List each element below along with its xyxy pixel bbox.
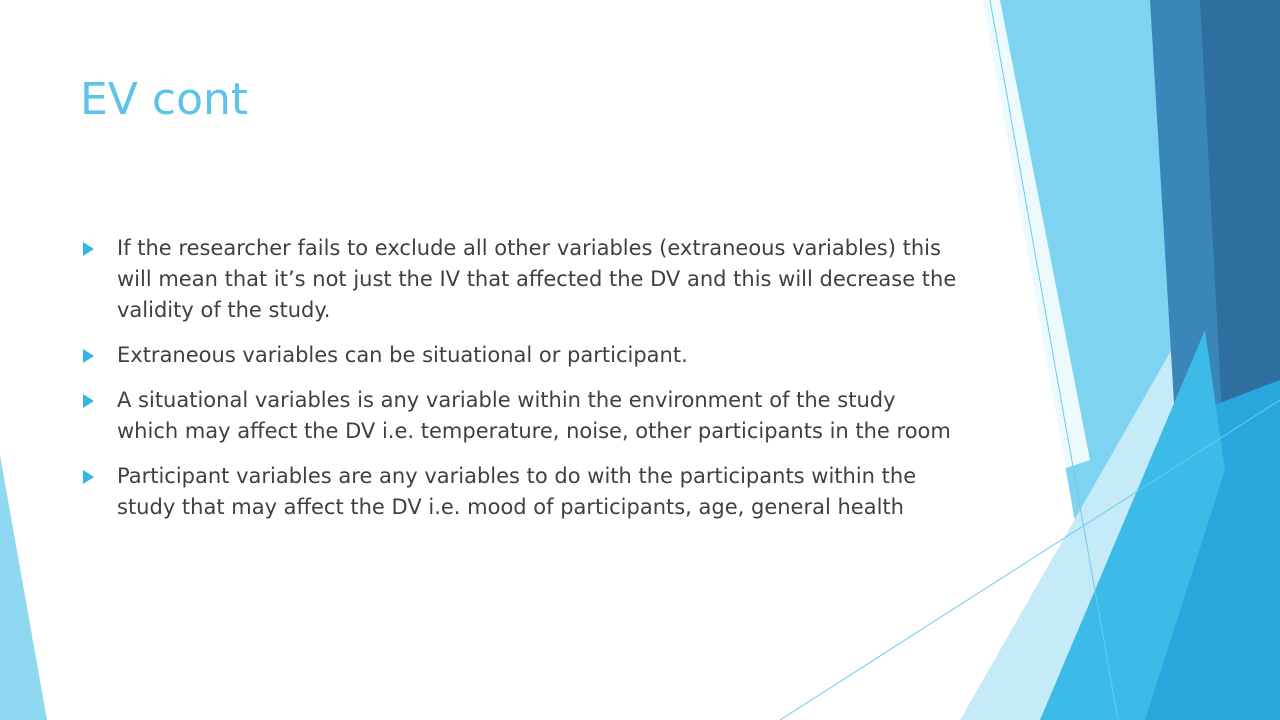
- bullet-item: [80, 461, 960, 523]
- triangle-arrow-icon: [83, 242, 94, 256]
- bullet-text: A situational variables is any variable within the environment of the study which may affect the DV i.e. temperature, noise, other participants in the room: [117, 388, 951, 443]
- slide-title: EV cont: [80, 74, 249, 125]
- bullet-text: If the researcher fails to exclude all other variables (extraneous variables) this will mean that it’s not just the IV that affected the DV and this will decrease the validity of the study.: [117, 236, 957, 322]
- bullet-list: [80, 233, 960, 537]
- bullet-item: [80, 233, 960, 326]
- bullet-text: Participant variables are any variables to do with the participants within the study that may affect the DV i.e. mood of participants, age, general health: [117, 464, 917, 519]
- bullet-item: [80, 340, 960, 371]
- triangle-arrow-icon: [83, 394, 94, 408]
- bullet-item: [80, 385, 960, 447]
- triangle-arrow-icon: [83, 349, 94, 363]
- bullet-text: Extraneous variables can be situational or participant.: [117, 343, 688, 367]
- left-edge-shape: [0, 455, 47, 720]
- triangle-arrow-icon: [83, 470, 94, 484]
